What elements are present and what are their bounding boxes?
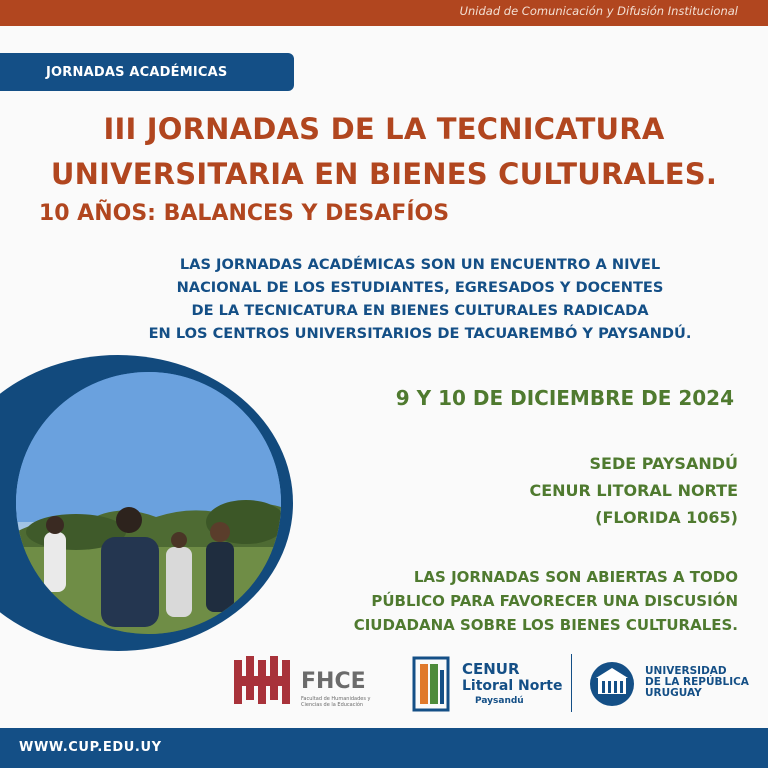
udelar-line: DE LA REPÚBLICA — [645, 676, 749, 688]
event-date: 9 Y 10 DE DICIEMBRE DE 2024 — [395, 386, 734, 410]
udelar-line: URUGUAY — [645, 687, 702, 699]
open-line: PÚBLICO PARA FAVORECER UNA DISCUSIÓN — [371, 592, 738, 610]
group-photo — [16, 372, 281, 634]
intro-line: NACIONAL DE LOS ESTUDIANTES, EGRESADOS Y DOCENTES — [176, 279, 664, 296]
udelar-logo-icon — [590, 662, 634, 706]
title-line-1: III JORNADAS DE LA TECNICATURA — [103, 112, 665, 146]
open-note — [354, 565, 738, 637]
venue — [529, 450, 738, 531]
intro-line: DE LA TECNICATURA EN BIENES CULTURALES RADICADA — [191, 302, 649, 319]
udelar-name — [645, 666, 749, 699]
top-bar — [0, 0, 768, 26]
logo-divider — [571, 654, 572, 712]
cenur-line-3: Paysandú — [475, 696, 524, 706]
cenur-line-1: CENUR — [462, 660, 520, 678]
venue-line: (FLORIDA 1065) — [595, 508, 738, 527]
footer-bar — [0, 728, 768, 768]
intro-line: LAS JORNADAS ACADÉMICAS SON UN ENCUENTRO A NIVEL — [179, 256, 661, 273]
cenur-line-2: Litoral Norte — [462, 678, 563, 694]
udelar-line: UNIVERSIDAD — [645, 665, 727, 677]
fhce-subtitle: Facultad de Humanidades y Ciencias de la Educación — [301, 696, 371, 708]
section-tag-label: JORNADAS ACADÉMICAS — [46, 65, 228, 80]
open-line: LAS JORNADAS SON ABIERTAS A TODO — [413, 568, 738, 586]
unit-label: Unidad de Comunicación y Difusión Institucional — [459, 4, 738, 18]
venue-line: SEDE PAYSANDÚ — [589, 454, 738, 473]
group-photo-illustration — [16, 372, 281, 634]
photo-frame — [0, 355, 293, 651]
intro-text — [90, 253, 750, 345]
fhce-logo-icon — [234, 656, 290, 704]
section-tag — [0, 53, 294, 91]
fhce-name: FHCE — [301, 669, 366, 694]
open-line: CIUDADANA SOBRE LOS BIENES CULTURALES. — [353, 616, 738, 634]
website-link[interactable]: WWW.CUP.EDU.UY — [19, 740, 162, 755]
cenur-logo-icon — [414, 658, 448, 710]
title-line-2: UNIVERSITARIA EN BIENES CULTURALES. — [50, 157, 718, 191]
title-line-3: 10 AÑOS: BALANCES Y DESAFÍOS — [38, 201, 450, 226]
intro-line: EN LOS CENTROS UNIVERSITARIOS DE TACUAREMBÓ Y PAYSANDÚ. — [148, 325, 692, 342]
venue-line: CENUR LITORAL NORTE — [529, 481, 738, 500]
